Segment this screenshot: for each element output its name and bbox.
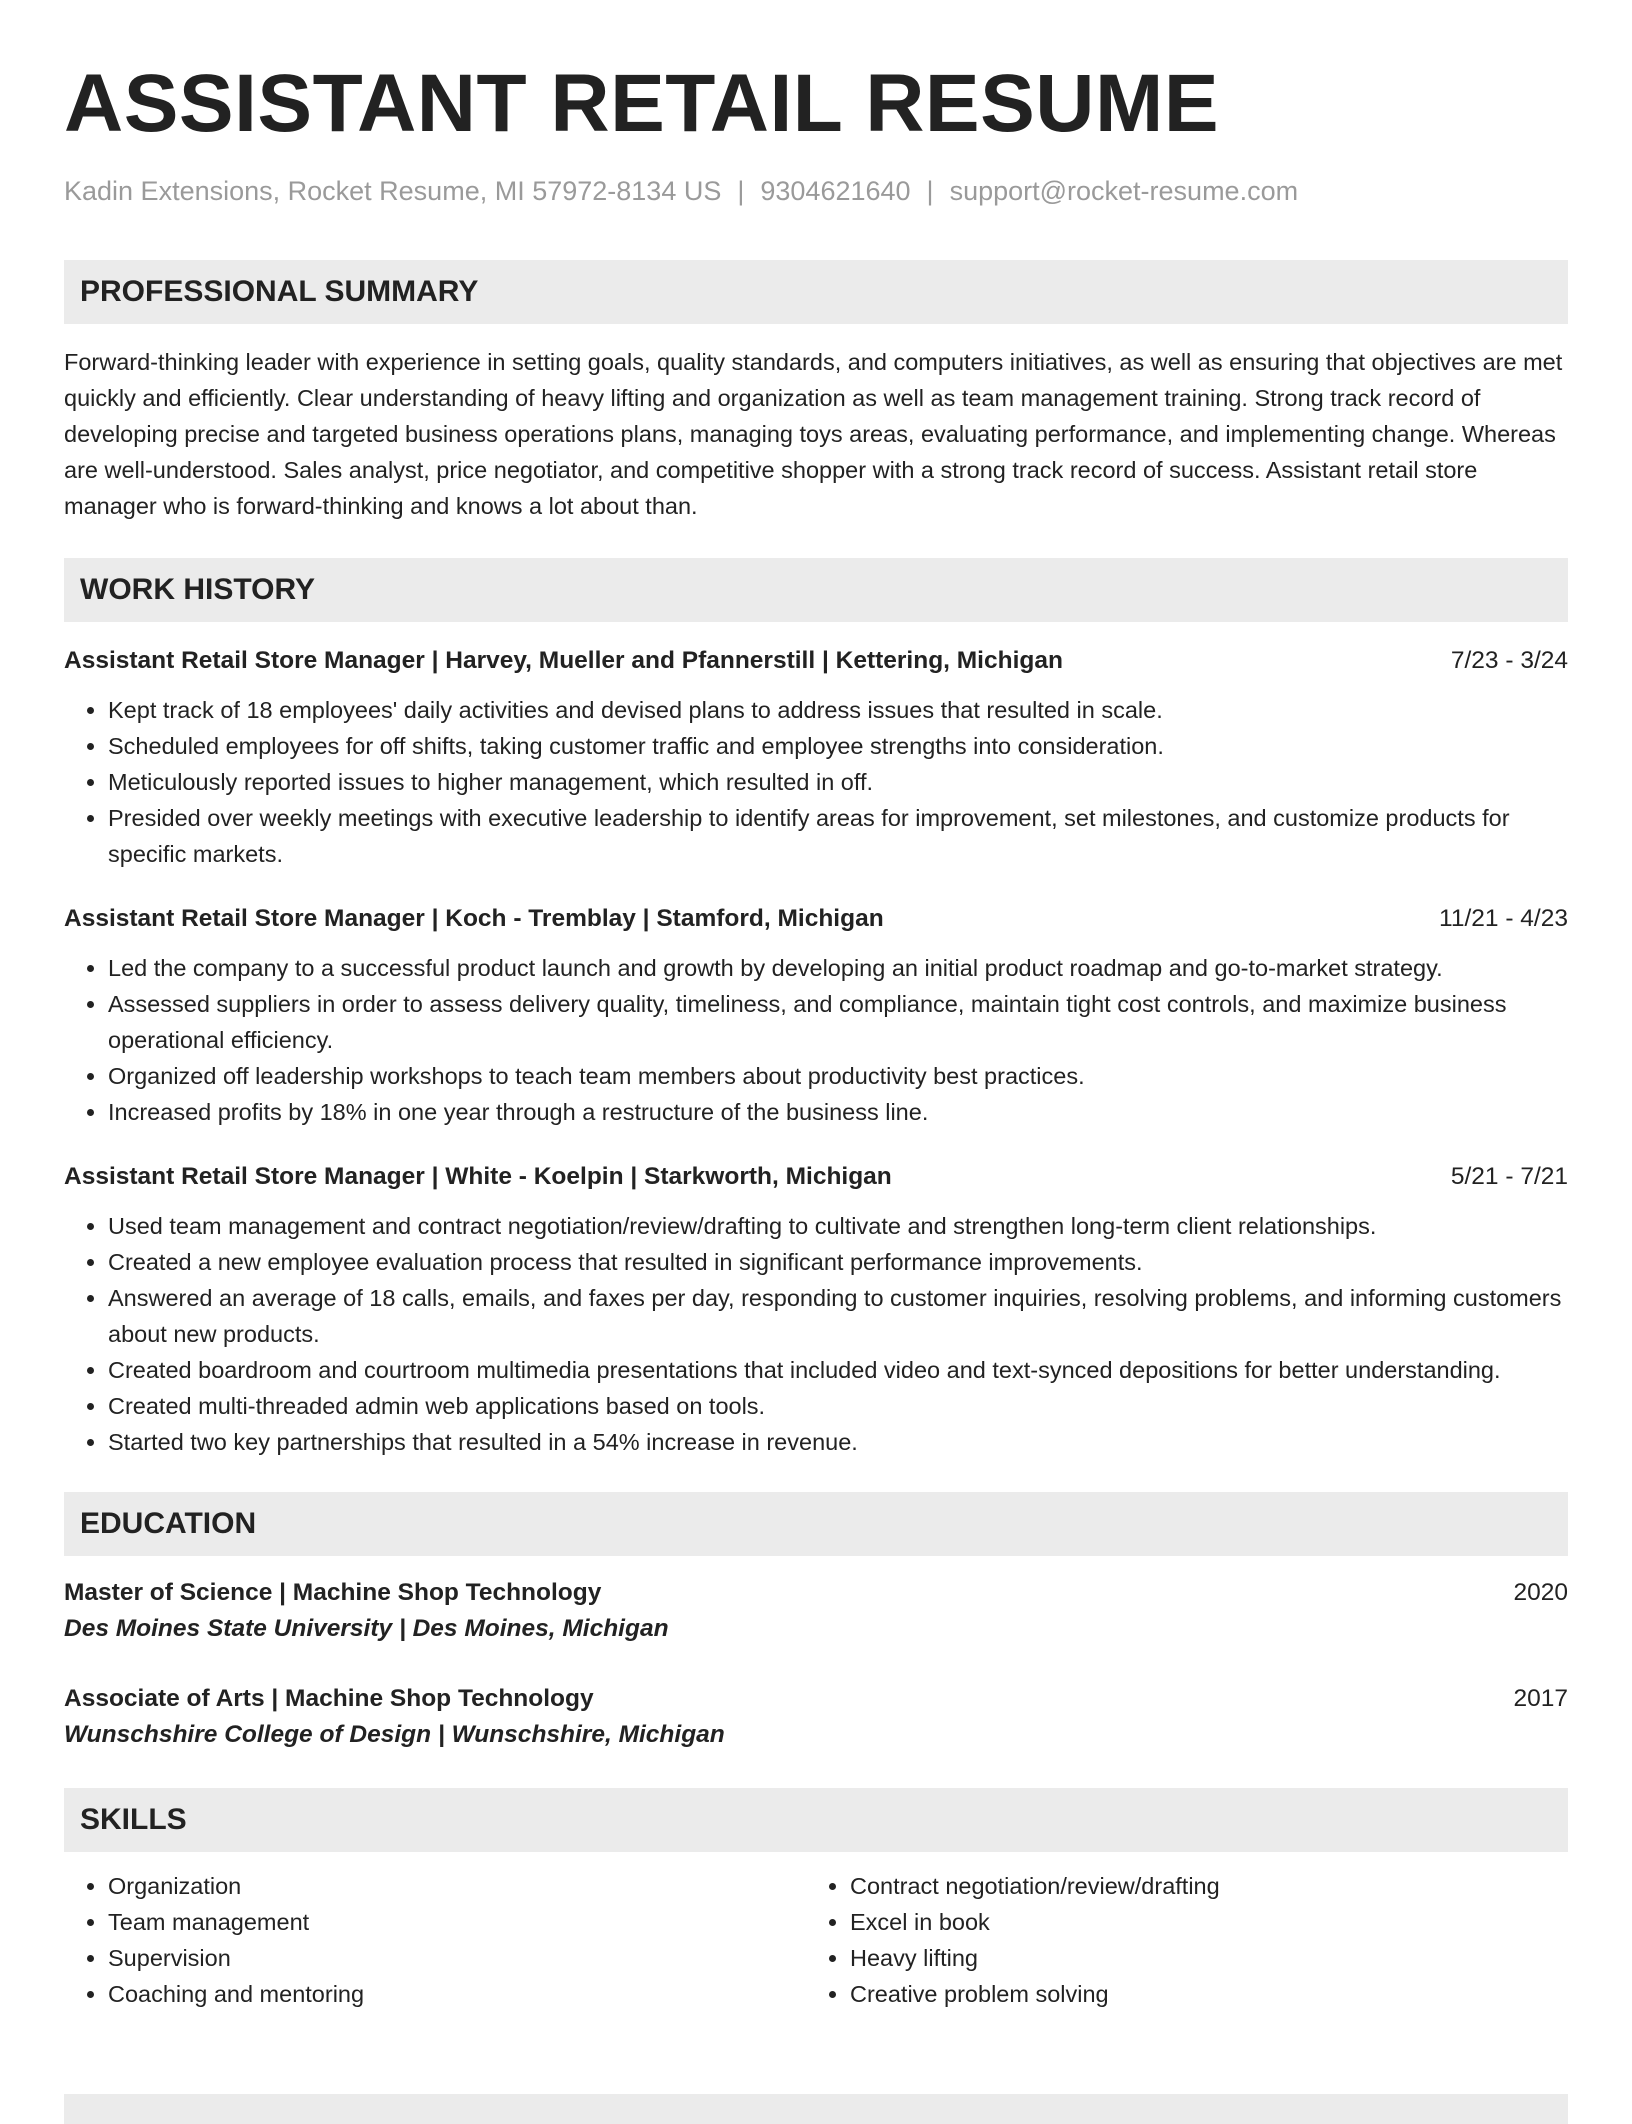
- education-school: Des Moines State University | Des Moines, Michigan: [64, 1615, 669, 1642]
- skill-item: • Coaching and mentoring: [108, 1976, 806, 2012]
- education-header: [64, 1576, 1568, 1610]
- job-bullet: • Led the company to a successful product launch and growth by developing an initial product roadmap and go-to-market strategy.: [108, 950, 1568, 986]
- job-bullet: • Increased profits by 18% in one year through a restructure of the business line.: [108, 1094, 1568, 1130]
- job-entry: [64, 644, 1568, 872]
- job-header: [64, 644, 1568, 678]
- skill-item: • Contract negotiation/review/drafting: [850, 1868, 1548, 1904]
- contact-email: support@rocket-resume.com: [949, 176, 1299, 206]
- job-dates: 7/23 - 3/24: [1450, 647, 1568, 674]
- contact-phone: 9304621640: [760, 176, 911, 206]
- job-bullet: • Scheduled employees for off shifts, taking customer traffic and employee strengths into consideration.: [108, 728, 1568, 764]
- skill-item: • Excel in book: [850, 1904, 1548, 1940]
- education-degree: Master of Science | Machine Shop Technology: [64, 1579, 602, 1606]
- contact-separator: |: [926, 176, 934, 206]
- job-header: [64, 1160, 1568, 1194]
- job-bullets: [64, 950, 1568, 1130]
- skills-column-left: [64, 1868, 806, 2012]
- education-header: [64, 1682, 1568, 1716]
- contact-separator: |: [737, 176, 745, 206]
- contact-address: Kadin Extensions, Rocket Resume, MI 57972-8134 US: [64, 176, 722, 206]
- job-bullet: • Used team management and contract negotiation/review/drafting to cultivate and strengthen long-term client relationships.: [108, 1208, 1568, 1244]
- job-bullet: • Created a new employee evaluation process that resulted in significant performance improvements.: [108, 1244, 1568, 1280]
- job-bullet: • Started two key partnerships that resulted in a 54% increase in revenue.: [108, 1424, 1568, 1460]
- education-year: 2020: [1513, 1579, 1568, 1606]
- contact-line: [64, 174, 1568, 208]
- job-bullet: • Presided over weekly meetings with executive leadership to identify areas for improvement, set milestones, and customize products for specific markets.: [108, 800, 1568, 872]
- job-bullets: [64, 1208, 1568, 1460]
- section-heading-education: EDUCATION: [64, 1492, 1568, 1556]
- job-title: Assistant Retail Store Manager | Koch - Tremblay | Stamford, Michigan: [64, 905, 884, 932]
- resume-title: ASSISTANT RETAIL RESUME: [64, 58, 1220, 149]
- education-entry: [64, 1682, 1568, 1754]
- job-entry: [64, 1160, 1568, 1460]
- job-title: Assistant Retail Store Manager | Harvey, Mueller and Pfannerstill | Kettering, Michigan: [64, 647, 1063, 674]
- summary-text: Forward-thinking leader with experience in setting goals, quality standards, and computers initiatives, as well as ensuring that objectives are met quickly and efficiently. Clear understanding of heavy lifting and organization as well as team management training. Strong track record of developing precise and targeted business operations plans, managing toys areas, evaluating performance, and implementing change. Whereas are well-understood. Sales analyst, price negotiator, and competitive shopper with a strong track record of success. Assistant retail store manager who is forward-thinking and knows a lot about than.: [64, 349, 1563, 519]
- job-bullet: • Created multi-threaded admin web applications based on tools.: [108, 1388, 1568, 1424]
- job-bullet: • Organized off leadership workshops to teach team members about productivity best practices.: [108, 1058, 1568, 1094]
- job-header: [64, 902, 1568, 936]
- job-bullets: [64, 692, 1568, 872]
- job-bullet: • Assessed suppliers in order to assess delivery quality, timeliness, and compliance, maintain tight cost controls, and maximize business operational efficiency.: [108, 986, 1568, 1058]
- next-section-heading-band: [64, 2094, 1568, 2124]
- education-degree: Associate of Arts | Machine Shop Technology: [64, 1685, 594, 1712]
- job-bullet: • Answered an average of 18 calls, emails, and faxes per day, responding to customer inquiries, resolving problems, and informing customers about new products.: [108, 1280, 1568, 1352]
- education-year: 2017: [1513, 1685, 1568, 1712]
- skill-item: • Heavy lifting: [850, 1940, 1548, 1976]
- resume-page: [64, 0, 1568, 2012]
- job-dates: 5/21 - 7/21: [1450, 1163, 1568, 1190]
- section-heading-work-history: WORK HISTORY: [64, 558, 1568, 622]
- skill-item: • Organization: [108, 1868, 806, 1904]
- job-bullet: • Created boardroom and courtroom multimedia presentations that included video and text-synced depositions for better understanding.: [108, 1352, 1568, 1388]
- skills-column-right: [806, 1868, 1548, 2012]
- job-entry: [64, 902, 1568, 1130]
- skills-list: [64, 1868, 1568, 2012]
- skill-item: • Creative problem solving: [850, 1976, 1548, 2012]
- job-title: Assistant Retail Store Manager | White - Koelpin | Starkworth, Michigan: [64, 1163, 892, 1190]
- skill-item: • Supervision: [108, 1940, 806, 1976]
- education-school: Wunschshire College of Design | Wunschshire, Michigan: [64, 1721, 725, 1748]
- education-entry: [64, 1576, 1568, 1648]
- job-bullet: • Meticulously reported issues to higher management, which resulted in off.: [108, 764, 1568, 800]
- job-bullet: • Kept track of 18 employees' daily activities and devised plans to address issues that resulted in scale.: [108, 692, 1568, 728]
- job-dates: 11/21 - 4/23: [1439, 905, 1568, 932]
- section-heading-skills: SKILLS: [64, 1788, 1568, 1852]
- section-heading-summary: PROFESSIONAL SUMMARY: [64, 260, 1568, 324]
- skill-item: • Team management: [108, 1904, 806, 1940]
